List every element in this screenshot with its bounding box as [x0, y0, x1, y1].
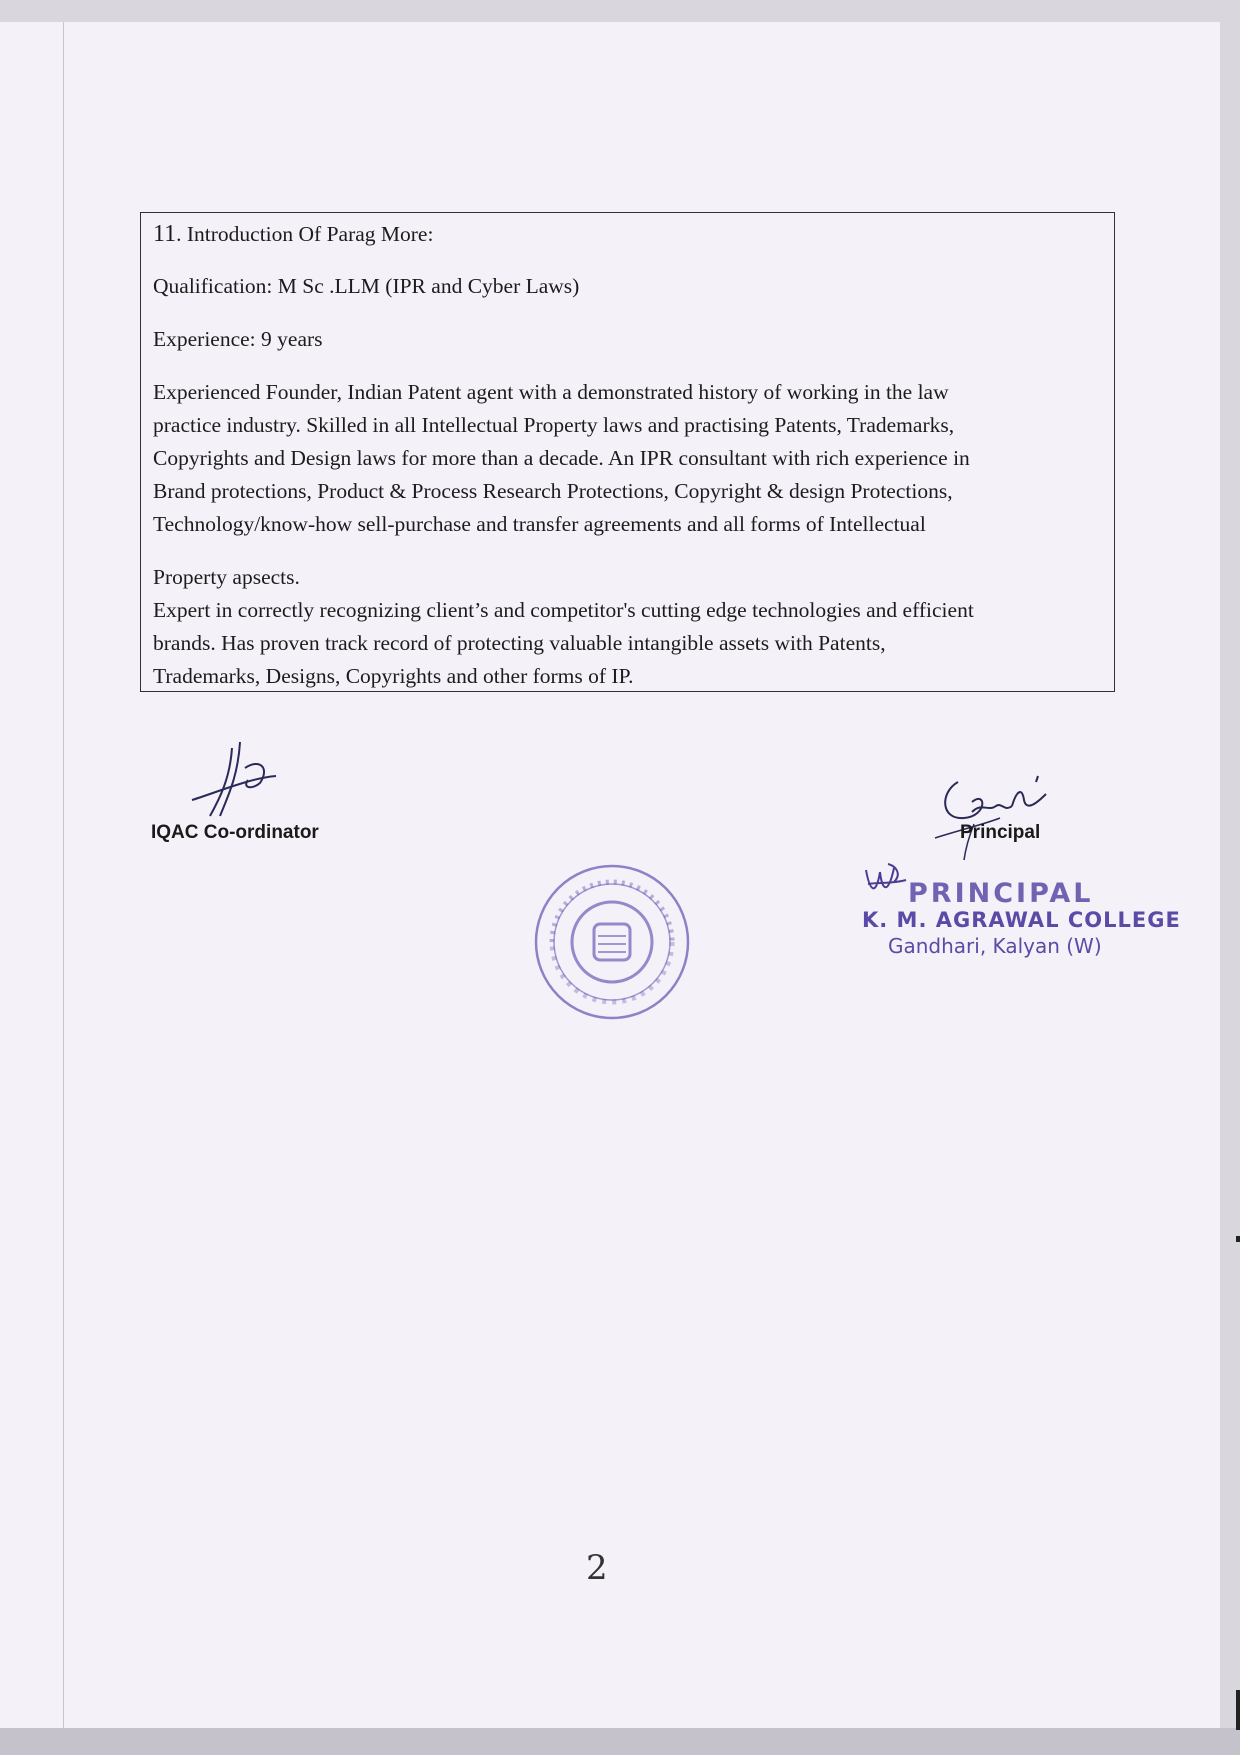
stamp-title: PRINCIPAL: [908, 878, 1094, 909]
iqac-signature: [190, 738, 290, 820]
paragraph-line: Experienced Founder, Indian Patent agent with a demonstrated history of working in the law: [153, 380, 949, 404]
paragraph-line: Trademarks, Designs, Copyrights and other forms of IP.: [153, 664, 634, 688]
stamp-college-name: K. M. AGRAWAL COLLEGE: [862, 908, 1181, 932]
scan-bottom-edge: [0, 1728, 1240, 1755]
paragraph-line: practice industry. Skilled in all Intellectual Property laws and practising Patents, Trademarks,: [153, 413, 955, 437]
qualification-line: Qualification: M Sc .LLM (IPR and Cyber Laws): [153, 274, 580, 298]
college-seal: [532, 862, 692, 1022]
principal-label: Principal: [960, 822, 1041, 843]
paragraph-line: Brand protections, Product & Process Research Protections, Copyright & design Protections,: [153, 479, 953, 503]
introduction-box: [140, 212, 1115, 692]
stamp-location: Gandhari, Kalyan (W): [888, 934, 1102, 958]
section-title: . Introduction Of Parag More:: [176, 222, 434, 246]
section-number: 11: [153, 221, 177, 247]
section-heading: [153, 221, 433, 248]
paragraph-line: Copyrights and Design laws for more than a decade. An IPR consultant with rich experience in: [153, 446, 970, 470]
scan-edge-mark: [1236, 1236, 1240, 1242]
scan-margin-line: [63, 22, 64, 1742]
experience-line: Experience: 9 years: [153, 327, 323, 351]
principal-signature: [930, 772, 1060, 862]
paragraph-line: Property apsects.: [153, 565, 300, 589]
page-number: 2: [586, 1548, 608, 1588]
paragraph-line: Expert in correctly recognizing client’s and competitor's cutting edge technologies and efficient: [153, 598, 974, 622]
scan-edge-mark: [1236, 1690, 1240, 1730]
stamp-initials: [862, 862, 910, 902]
paragraph-line: brands. Has proven track record of protecting valuable intangible assets with Patents,: [153, 631, 886, 655]
iqac-coordinator-label: IQAC Co-ordinator: [151, 822, 319, 843]
paragraph-line: Technology/know-how sell-purchase and transfer agreements and all forms of Intellectual: [153, 512, 926, 536]
